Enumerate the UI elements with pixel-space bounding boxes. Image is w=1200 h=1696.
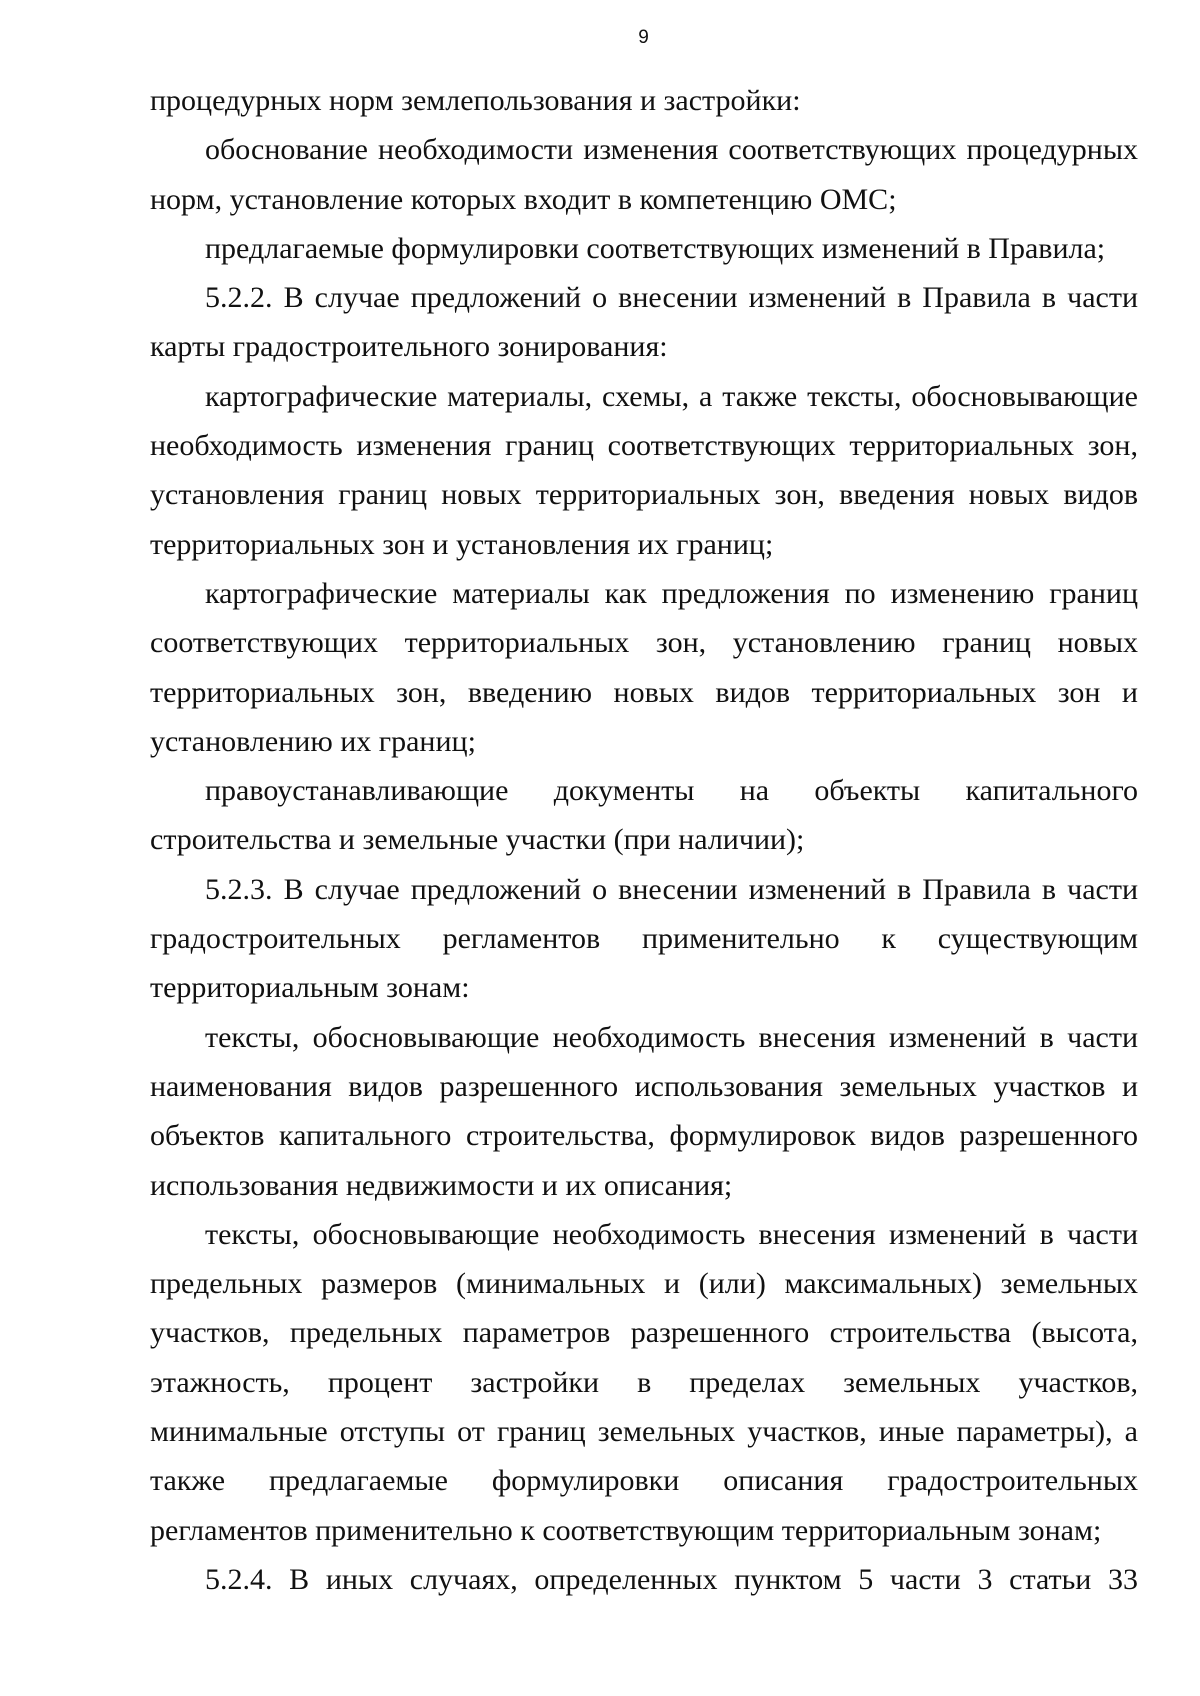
paragraph: предлагаемые формулировки соответствующих изменений в Правила; [205,231,1106,265]
document-body [150,76,1138,1604]
paragraph: правоустанавливающие документы на объекты капитального строительства и земельные участки (при наличии); [150,774,1138,857]
paragraph: тексты, обосновывающие необходимость внесения изменений в части предельных размеров (минимальных и (или) максимальных) земельных участков, предельных параметров разрешенного строительства (высота, этажность, процент застройки в пределах земельных участков, минимальные отступы от границ земельных участков, иные параметры), а также предлагаемые формулировки описания градостроительных регламентов применительно к соответствующим территориальным зонам; [150,1217,1138,1547]
paragraph: обоснование необходимости изменения соответствующих процедурных норм, установление которых входит в компетенцию ОМС; [150,133,1138,216]
paragraph: 5.2.2. В случае предложений о внесении изменений в Правила в части карты градостроительного зонирования: [150,281,1138,364]
paragraph: картографические материалы как предложения по изменению границ соответствующих территориальных зон, установлению границ новых территориальных зон, введению новых видов территориальных зон и установлению их границ; [150,576,1138,758]
paragraph: процедурных норм землепользования и застройки: [150,84,801,117]
paragraph: 5.2.3. В случае предложений о внесении изменений в Правила в части градостроительных регламентов применительно к существующим территориальным зонам: [150,872,1138,1005]
paragraph: тексты, обосновывающие необходимость внесения изменений в части наименования видов разрешенного использования земельных участков и объектов капитального строительства, формулировок видов разрешенного использования недвижимости и их описания; [150,1020,1138,1202]
paragraph: картографические материалы, схемы, а также тексты, обосновывающие необходимость изменения границ соответствующих территориальных зон, установления границ новых территориальных зон, введения новых видов территориальных зон и установления их границ; [150,379,1138,561]
paragraph: 5.2.4. В иных случаях, определенных пунктом 5 части 3 статьи 33 [205,1562,1138,1596]
page-number: 9 [638,27,650,48]
